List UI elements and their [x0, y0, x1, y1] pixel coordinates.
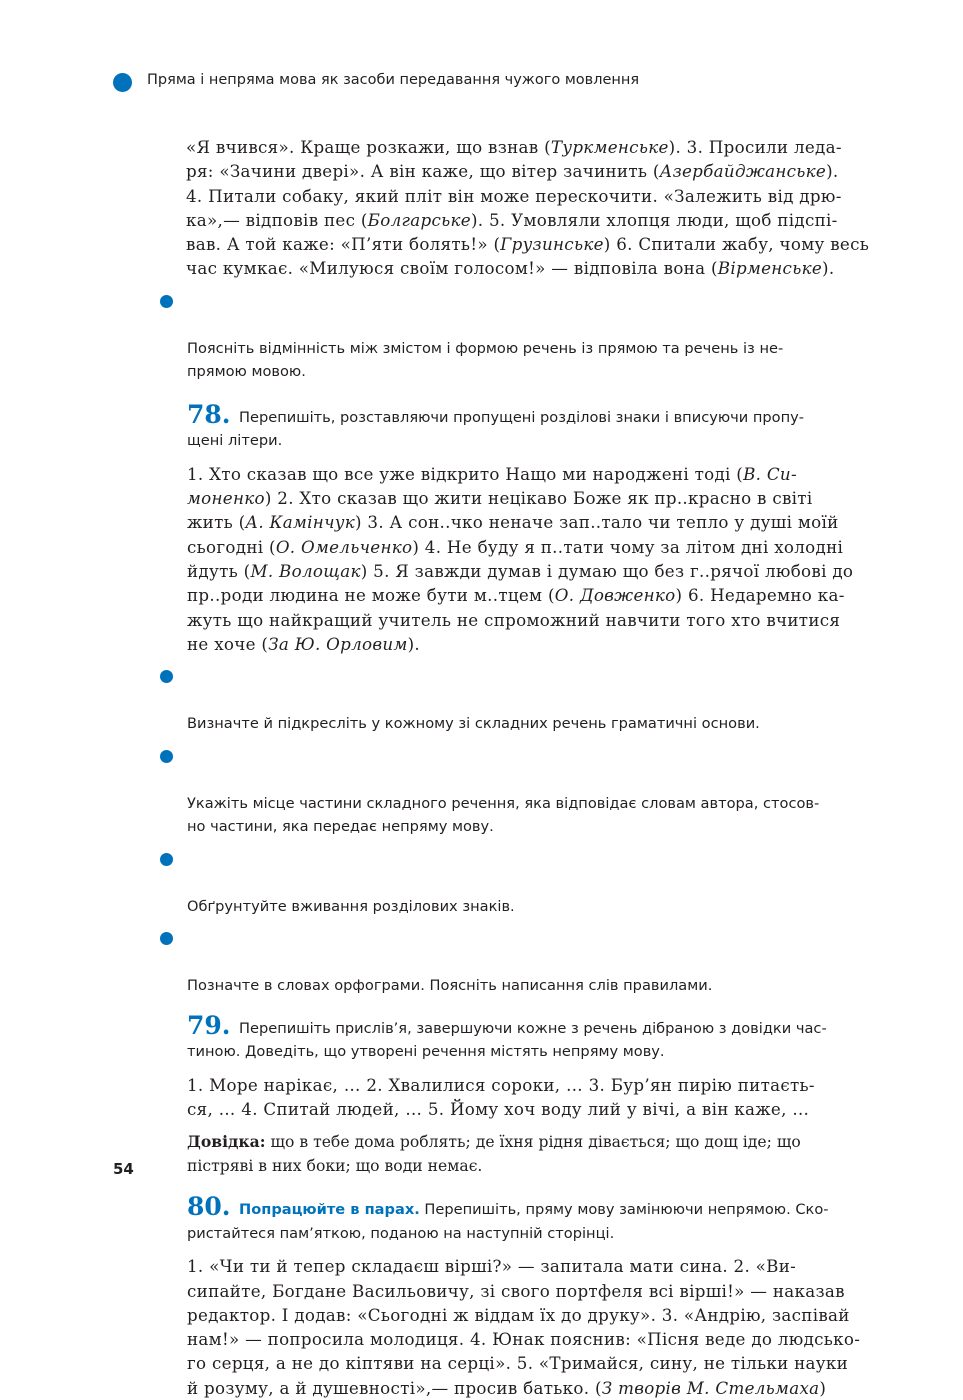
text-fragment: ). — [822, 258, 835, 279]
exercise-task — [187, 1198, 892, 1245]
bullet-icon — [160, 932, 173, 945]
exercise-79 — [187, 1010, 892, 1064]
bullet-text: Обґрунтуйте вживання розділових знаків. — [187, 897, 515, 915]
text-fragment: ). — [407, 633, 421, 654]
exercise-number: 78. — [187, 399, 231, 429]
author-citation: М. Волощак — [250, 560, 361, 581]
bullet-text: Позначте в словах орфограми. Поясніть написання слів правилами. — [187, 977, 713, 995]
text-fragment: 1. «Чи ти й тепер складаєш вірші?» — запитала мати сина. 2. «Ви- сипайте, Богдане Васильовичу, зі свого портфеля всі вірші!» — наказав редактор. І додав: «Сьогодні ж віддам їх до друку». 3. «Андрію, заспівай нам!» — попросила молодиця. 4. Юнак пояснив: «Пісня веде до людсько- го серця, а не до кіптяви на серці». 5. «Тримайся, сину, не тільки науки й розуму, а й душевності»,— просив батько. ( — [187, 1256, 861, 1398]
exercise-79-text: 1. Море нарікає, … 2. Хвалилися сороки, … 3. Бур’ян пирію питаєть- ся, … 4. Спитай людей, … 5. Йому хоч воду лий у вічі, а він каже, … — [187, 1074, 815, 1119]
bullet-icon — [160, 670, 173, 683]
reference-text: що в тебе дома роблять; де їхня рідня дівається; що дощ іде; що пістряві в них боки; що води немає. — [187, 1133, 801, 1175]
text-fragment: ) — [819, 1377, 827, 1398]
source-citation: Азербайджанське — [659, 161, 827, 182]
exercise-79-reference — [187, 1130, 892, 1178]
section-title: Пряма і непряма мова як засоби передавання чужого мовлення — [147, 72, 640, 88]
exercise-78-bullet — [187, 927, 892, 998]
bullet-text: Визначте й підкресліть у кожному зі складних речень граматичні основи. — [187, 715, 760, 733]
exercise-78-bullet — [187, 745, 892, 839]
reference-label: Довідка: — [187, 1132, 266, 1152]
page-content — [187, 135, 892, 1400]
bullet-text: Укажіть місце частини складного речення, яка відповідає словам автора, стосов- но частини, яка передає непряму мову. — [187, 794, 820, 836]
source-citation: Вірменське — [717, 258, 823, 279]
exercise-78-bullet — [187, 848, 892, 919]
text-fragment: ). 4. Питали собаку, який пліт він може перескочити. «Залежить від дрю- ка»,— відповів пес ( — [186, 161, 842, 230]
author-citation: О. Омельченко — [275, 536, 413, 557]
exercise-78-bullet — [187, 665, 892, 736]
text-fragment: «Я вчився». Краще розкажи, що взнав ( — [186, 137, 551, 157]
page-number: 54 — [113, 1160, 134, 1178]
bullet-text: Поясніть відмінність між змістом і формою речень із прямою та речень із не- прямою мовою. — [187, 339, 784, 381]
author-citation: В. Си- моненко — [187, 463, 797, 509]
author-citation: За Ю. Орловим — [268, 633, 408, 654]
text-fragment: 1. Хто сказав що все уже відкрито Нащо ми народжені тоді ( — [187, 463, 744, 484]
text-fragment: ) 2. Хто сказав що жити нецікаво Боже як пр..красно в світі жить ( — [187, 488, 813, 533]
exercise-80 — [187, 1192, 892, 1245]
text-fragment: ) 5. Я завжди думав і думаю що без г..рячої любові до пр..роди людина не може бути м..тцем ( — [187, 560, 854, 606]
exercise-78 — [187, 399, 892, 453]
exercise-78-text — [187, 462, 892, 656]
text-fragment: ). 5. Умовляли хлопця люди, щоб підспі- вав. А той каже: «П’яти болять!» ( — [186, 209, 838, 255]
text-fragment: ) 3. А сон..чко неначе зап..тало чи тепло у душі моїй сьогодні ( — [187, 512, 839, 557]
author-citation: О. Довженко — [554, 585, 676, 606]
exercise-task: Перепишіть, розставляючи пропущені розділові знаки і вписуючи пропу- щені літери. — [187, 408, 805, 450]
text-fragment: ) 4. Не буду я п..тати чому за літом дні холодні йдуть ( — [187, 536, 844, 581]
bullet-icon — [160, 295, 173, 308]
author-citation: А. Камінчук — [245, 512, 356, 533]
exercise-number: 80. — [187, 1192, 231, 1222]
text-fragment: ). 3. Просили леда- ря: «Зачини двері». А він каже, що вітер зачинить ( — [186, 137, 842, 182]
bullet-icon — [160, 750, 173, 763]
task-highlight: Попрацюйте в парах. — [239, 1201, 420, 1219]
source-citation: З творів М. Стельмаха — [601, 1377, 820, 1398]
task-text: Перепишіть, пряму мову замінюючи непрямою. Ско- ристайтеся пам’яткою, поданою на наступній сторінці. — [187, 1201, 829, 1242]
exercise-number: 79. — [187, 1010, 231, 1040]
source-citation: Туркменське — [550, 137, 669, 157]
exercise-77-bullet — [187, 290, 892, 384]
exercise-task: Перепишіть прислів’я, завершуючи кожне з речень дібраною з довідки час- тиною. Доведіть, що утворені речення містять непряму мову. — [187, 1019, 827, 1061]
exercise-80-text — [187, 1254, 892, 1400]
section-marker-icon — [113, 73, 132, 92]
source-citation: Болгарське — [367, 209, 471, 230]
text-fragment: ) 6. Недаремно ка- жуть що найкращий учитель не спроможний навчити того хто вчитися не хоче ( — [187, 585, 845, 654]
bullet-icon — [160, 853, 173, 866]
text-fragment: ) 6. Спитали жабу, чому весь час кумкає. «Милуюся своїм голосом!» — відповіла вона ( — [186, 234, 870, 279]
source-citation: Грузинське — [500, 234, 604, 255]
exercise-77-text — [186, 135, 892, 281]
